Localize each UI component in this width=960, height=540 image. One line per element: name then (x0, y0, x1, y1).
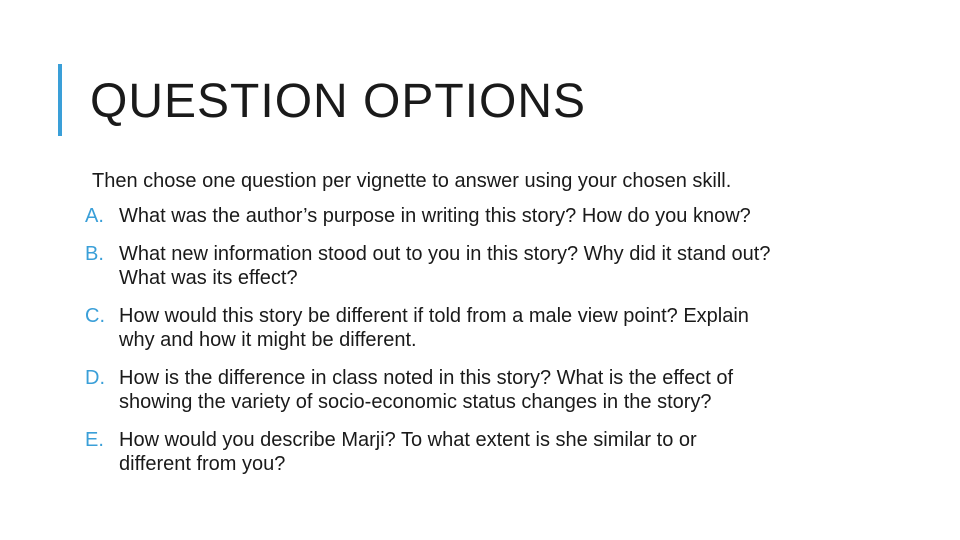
option-item-b (85, 242, 865, 290)
option-line: why and how it might be different. (119, 329, 417, 351)
option-line: What was its effect? (119, 267, 298, 289)
option-letter: D. (85, 367, 105, 389)
option-line: How is the difference in class noted in this story? What is the effect of (119, 367, 734, 389)
question-options-list (85, 204, 865, 490)
option-item-d (85, 366, 865, 414)
option-line: What new information stood out to you in this story? Why did it stand out? (119, 243, 771, 265)
option-line: How would this story be different if told from a male view point? Explain (119, 305, 749, 327)
option-item-c (85, 304, 865, 352)
title-accent-bar (58, 64, 62, 136)
slide-title: QUESTION OPTIONS (90, 75, 587, 128)
option-item-a (85, 204, 865, 228)
option-letter: A. (85, 205, 104, 227)
option-letter: B. (85, 243, 104, 265)
option-letter: C. (85, 305, 105, 327)
option-line: How would you describe Marji? To what extent is she similar to or (119, 429, 697, 451)
option-text (119, 304, 865, 352)
option-line: different from you? (119, 453, 286, 475)
option-line: What was the author’s purpose in writing this story? How do you know? (119, 205, 751, 227)
option-line: showing the variety of socio-economic status changes in the story? (119, 391, 712, 413)
intro-text: Then chose one question per vignette to answer using your chosen skill. (92, 170, 732, 192)
option-text (119, 242, 865, 290)
option-text (119, 366, 865, 414)
option-item-e (85, 428, 865, 476)
option-text (119, 204, 865, 228)
option-letter: E. (85, 429, 104, 451)
option-text (119, 428, 865, 476)
